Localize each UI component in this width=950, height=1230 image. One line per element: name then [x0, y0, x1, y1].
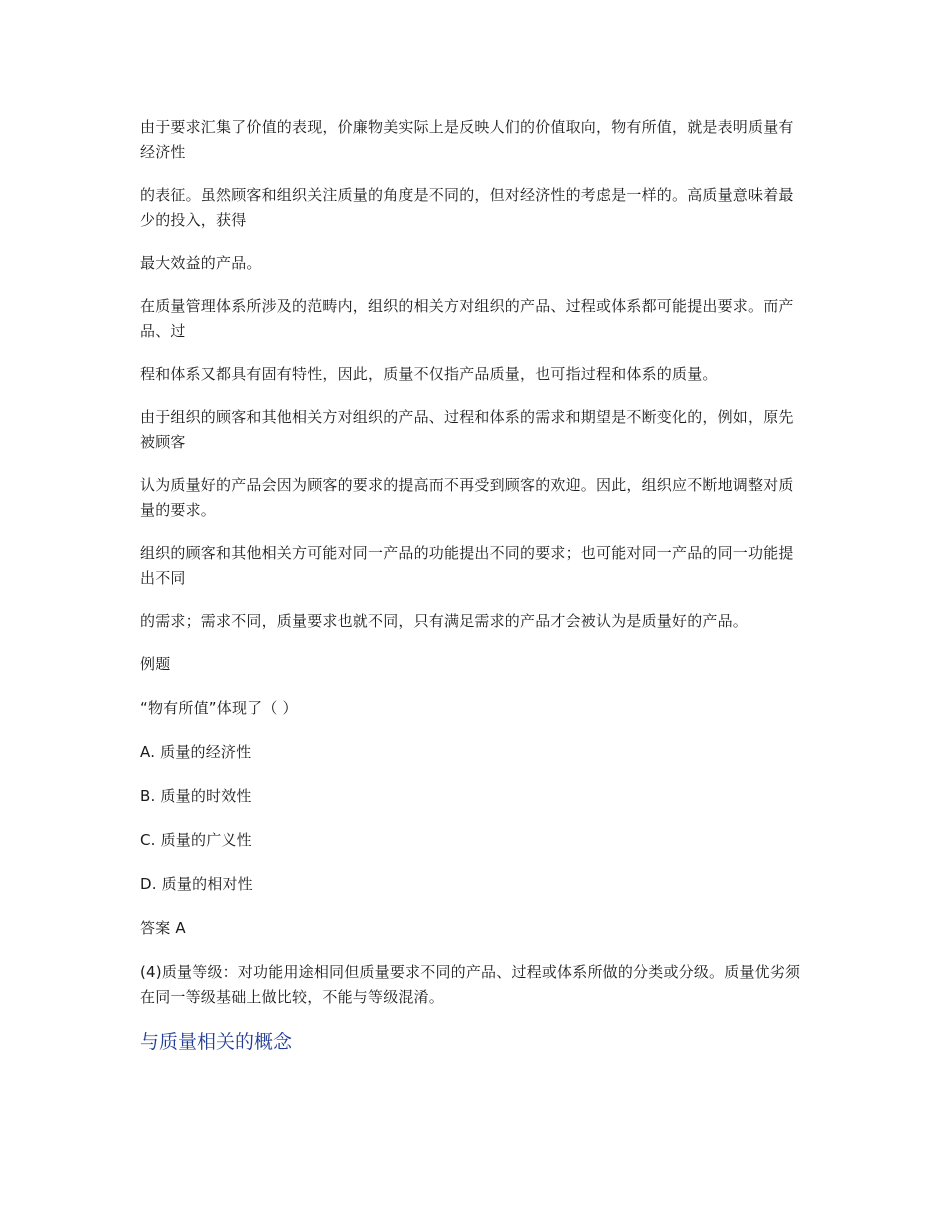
option-c: C. 质量的广义性: [140, 831, 252, 849]
answer-text: 答案 A: [140, 919, 186, 937]
option-b: B. 质量的时效性: [140, 787, 252, 805]
example-question: “物有所值”体现了（ ）: [140, 699, 298, 717]
paragraph: 由于组织的顾客和其他相关方对组织的产品、过程和体系的需求和期望是不断变化的，例如，原先被顾客: [140, 408, 794, 451]
paragraph: 在质量管理体系所涉及的范畴内，组织的相关方对组织的产品、过程或体系都可能提出要求。而产品、过: [140, 297, 794, 340]
document-page: [140, 115, 805, 1056]
option-a: A. 质量的经济性: [140, 743, 252, 761]
paragraph: 的需求；需求不同，质量要求也就不同，只有满足需求的产品才会被认为是质量好的产品。: [140, 612, 749, 630]
paragraph: 程和体系又都具有固有特性，因此，质量不仅指产品质量，也可指过程和体系的质量。: [140, 365, 718, 383]
paragraph: 最大效益的产品。: [140, 254, 262, 272]
paragraph: 的表征。虽然顾客和组织关注质量的角度是不同的，但对经济性的考虑是一样的。高质量意味着最少的投入，获得: [140, 186, 794, 229]
option-d: D. 质量的相对性: [140, 875, 253, 893]
grade-paragraph: (4)质量等级：对功能用途相同但质量要求不同的产品、过程或体系所做的分类或分级。质量优劣须在同一等级基础上做比较，不能与等级混淆。: [140, 963, 801, 1006]
paragraph: 认为质量好的产品会因为顾客的要求的提高而不再受到顾客的欢迎。因此，组织应不断地调整对质量的要求。: [140, 476, 794, 519]
paragraph: 由于要求汇集了价值的表现，价廉物美实际上是反映人们的价值取向，物有所值，就是表明质量有经济性: [140, 118, 794, 161]
example-label: 例题: [140, 655, 171, 673]
section-heading: 与质量相关的概念: [140, 1031, 293, 1053]
paragraph: 组织的顾客和其他相关方可能对同一产品的功能提出不同的要求；也可能对同一产品的同一功能提出不同: [140, 544, 794, 587]
